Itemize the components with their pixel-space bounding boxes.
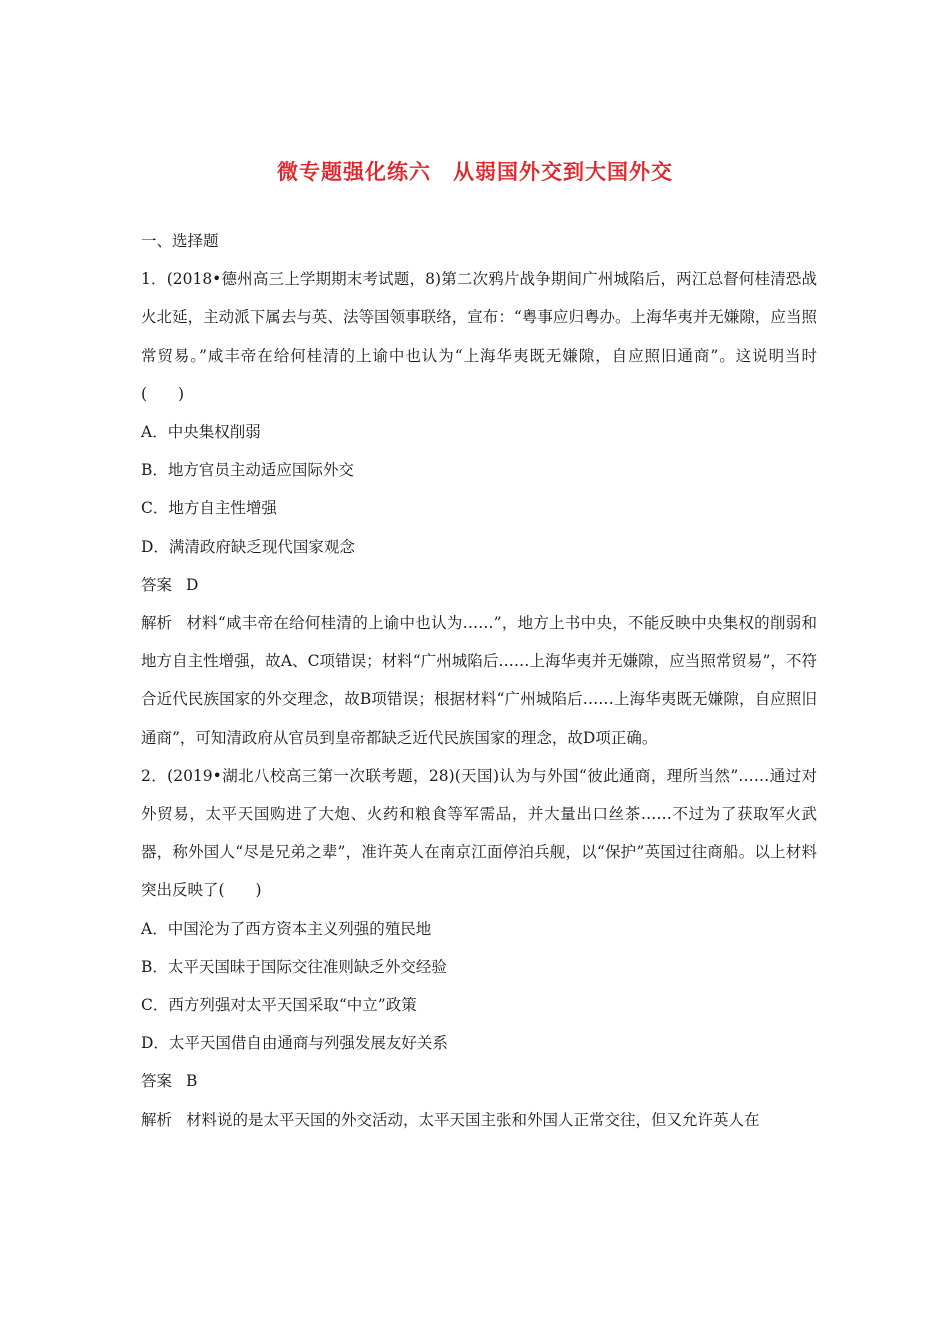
question-1-option-c: C．地方自主性增强: [141, 499, 277, 518]
question-2-option-b: B．太平天国昧于国际交往准则缺乏外交经验: [141, 957, 447, 976]
question-2-answer: [141, 1062, 817, 1100]
answer-label: 答案: [141, 575, 173, 594]
question-2-option-a: A．中国沦为了西方资本主义列强的殖民地: [141, 919, 432, 938]
title-part-2: 从弱国外交到大国外交: [453, 159, 673, 184]
answer-value: B: [186, 1072, 198, 1091]
document-body: [141, 222, 817, 1139]
question-1-option-b: B．地方官员主动适应国际外交: [141, 461, 354, 480]
question-1-option-d: D．满清政府缺乏现代国家观念: [141, 537, 355, 556]
question-1-option-a: A．中央集权削弱: [141, 423, 261, 442]
question-2-option-c: C．西方列强对太平天国采取“中立”政策: [141, 996, 417, 1015]
analysis-text: 材料“咸丰帝在给何桂清的上谕中也认为……”，地方上书中央，不能反映中央集权的削弱和地方自主性增强，故A、C项错误；材料“广州城陷后……上海华夷并无嫌隙，应当照常贸易”，不符合近代民族国家的外交理念，故B项错误；根据材料“广州城陷后……上海华夷既无嫌隙，自应照旧通商”，可知清政府从官员到皇帝都缺乏近代民族国家的理念，故D项正确。: [141, 614, 817, 747]
analysis-label: 解析: [141, 1110, 173, 1129]
answer-label: 答案: [141, 1072, 173, 1091]
analysis-text: 材料说的是太平天国的外交活动，太平天国主张和外国人正常交往，但又允许英人在: [186, 1110, 760, 1129]
question-2-stem: 2．(2019•湖北八校高三第一次联考题，28)(天国)认为与外国“彼此通商，理所当然”……通过对外贸易，太平天国购进了大炮、火药和粮食等军需品，并大量出口丝茶……不过为了获取军火武器，称外国人“尽是兄弟之辈”，准许英人在南京江面停泊兵舰，以“保护”英国过往商船。以上材料突出反映了( ): [141, 766, 817, 900]
question-1-stem: 1．(2018•德州高三上学期期末考试题，8)第二次鸦片战争期间广州城陷后，两江总督何桂清恐战火北延，主动派下属去与英、法等国领事联络，宣布：“粤事应归粤办。上海华夷并无嫌隙，应当照常贸易。”咸丰帝在给何桂清的上谕中也认为“上海华夷既无嫌隙，自应照旧通商”。这说明当时( ): [141, 270, 817, 403]
title-part-1: 微专题强化练六: [277, 159, 431, 184]
answer-value: D: [186, 575, 199, 594]
document-title: [0, 156, 950, 186]
question-1-analysis: [141, 604, 817, 757]
section-heading: 一、选择题: [141, 232, 219, 250]
question-1-answer: [141, 566, 817, 604]
question-2-option-d: D．太平天国借自由通商与列强发展友好关系: [141, 1034, 448, 1053]
analysis-label: 解析: [141, 614, 173, 633]
question-2-analysis: [141, 1101, 817, 1139]
